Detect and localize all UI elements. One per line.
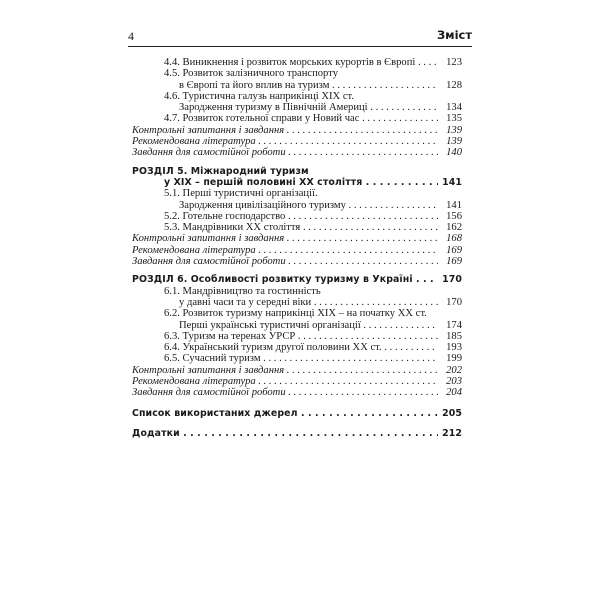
toc-entry [132,428,462,439]
toc-entry-title: Завдання для самостійної роботи . . . [132,387,438,398]
toc-entry-page: 203 [438,376,462,387]
toc-entry-page: 205 [438,408,462,419]
toc-entry-page: 139 [438,125,462,136]
toc-entry-page: 169 [438,245,462,256]
toc-entry-title: 4.4. Виникнення і розвиток морських курортів в Європі . . . [132,57,438,68]
toc-entry [132,57,462,68]
toc-entry-page: 170 [438,274,462,285]
toc-entry-title: 4.6. Туристична галузь наприкінці XIX ст. [164,90,355,102]
toc-entry-page: 170 [438,297,462,308]
toc-entry-page: 199 [438,353,462,364]
toc-entry-page: 168 [438,233,462,244]
toc-entry-title: 5.3. Мандрівники XX століття . . . [132,222,438,233]
toc-entry [132,297,462,308]
toc-entry [132,222,462,233]
toc-entry [132,80,462,91]
toc-entry-page: 128 [438,80,462,91]
toc-entry [132,365,462,376]
toc-entry-page: 193 [438,342,462,353]
toc-entry [132,256,462,267]
toc-entry-title: Контрольні запитання і завдання . . . [132,365,438,376]
toc-entry-title: 6.1. Мандрівництво та гостинність [164,285,321,297]
toc-entry-title: Перші українські туристичні організації . . . [132,320,438,331]
toc-entry-page: 134 [438,102,462,113]
toc-entry [132,245,462,256]
toc-entry [132,91,462,102]
toc-spacer [132,267,462,274]
toc-entry-page: 169 [438,256,462,267]
toc-entry [132,147,462,158]
toc-entry-title: Зародження цивілізаційного туризму . . . [132,200,438,211]
toc-entry-page: 162 [438,222,462,233]
toc-entry-title: в Європі та його вплив на туризм . . . [132,80,438,91]
toc-entry-page: 202 [438,365,462,376]
running-header [128,28,472,47]
toc-entry [132,320,462,331]
toc-entry-title: Список використаних джерел . . . [132,408,438,419]
toc-entry-title: 4.7. Розвиток готельної справи у Новий час . . . [132,113,438,124]
toc-spacer [132,419,462,428]
toc-entry [132,353,462,364]
toc-entry-title: 6.5. Сучасний туризм . . . [132,353,438,364]
toc-entry-title: 6.4. Український туризм другої половини XX ст. . . . [132,342,438,353]
toc-entry-page: 174 [438,320,462,331]
toc-entry-title: 4.5. Розвиток залізничного транспорту [164,68,338,80]
toc-entry-title: Контрольні запитання і завдання . . . [132,233,438,244]
toc-spacer [132,159,462,166]
toc-entry [132,102,462,113]
toc-entry [132,342,462,353]
toc-entry-page: 139 [438,136,462,147]
toc-entry-title: Додатки . . . [132,428,438,439]
toc-entry [132,274,462,285]
toc-entry-page: 135 [438,113,462,124]
toc-entry [132,286,462,297]
toc-entry [132,376,462,387]
table-of-contents [132,57,462,439]
toc-entry-page: 141 [438,177,462,188]
toc-entry-page: 185 [438,331,462,342]
toc-spacer [132,399,462,408]
toc-entry [132,200,462,211]
toc-entry-page: 141 [438,200,462,211]
toc-entry-title: Зародження туризму в Північній Америці . . . [132,102,438,113]
toc-entry-page: 212 [438,428,462,439]
page-number: 4 [128,29,134,43]
toc-entry-title: Завдання для самостійної роботи . . . [132,147,438,158]
running-title: Зміст [437,28,472,42]
toc-entry [132,331,462,342]
toc-entry-title: Контрольні запитання і завдання . . . [132,125,438,136]
toc-entry-title: Рекомендована література . . . [132,245,438,256]
toc-entry-page: 156 [438,211,462,222]
toc-entry [132,188,462,199]
toc-entry-title: 5.1. Перші туристичні організації. [164,188,318,200]
toc-entry-title: Рекомендована література . . . [132,136,438,147]
toc-entry-title: 6.2. Розвиток туризму наприкінці XIX – на початку XX ст. [164,308,427,320]
toc-entry [132,125,462,136]
toc-entry [132,166,462,177]
toc-entry [132,308,462,319]
toc-entry-page: 140 [438,147,462,158]
toc-entry-title: Рекомендована література . . . [132,376,438,387]
toc-entry [132,177,462,188]
toc-entry [132,408,462,419]
toc-entry [132,136,462,147]
toc-entry [132,113,462,124]
toc-entry-title: у XIX – першій половині XX століття . . . [132,177,438,188]
toc-entry-title: 6.3. Туризм на теренах УРСР . . . [132,331,438,342]
toc-entry-page: 204 [438,387,462,398]
toc-entry-title: РОЗДІЛ 5. Міжнародний туризм [132,165,309,177]
toc-entry [132,387,462,398]
toc-entry [132,68,462,79]
toc-entry-title: у давні часи та у середні віки . . . [132,297,438,308]
toc-entry-title: РОЗДІЛ 6. Особливості розвитку туризму в Україні . . . [132,274,438,285]
toc-entry-title: 5.2. Готельне господарство . . . [132,211,438,222]
toc-entry [132,211,462,222]
toc-entry-page: 123 [438,57,462,68]
toc-entry-title: Завдання для самостійної роботи . . . [132,256,438,267]
toc-entry [132,233,462,244]
